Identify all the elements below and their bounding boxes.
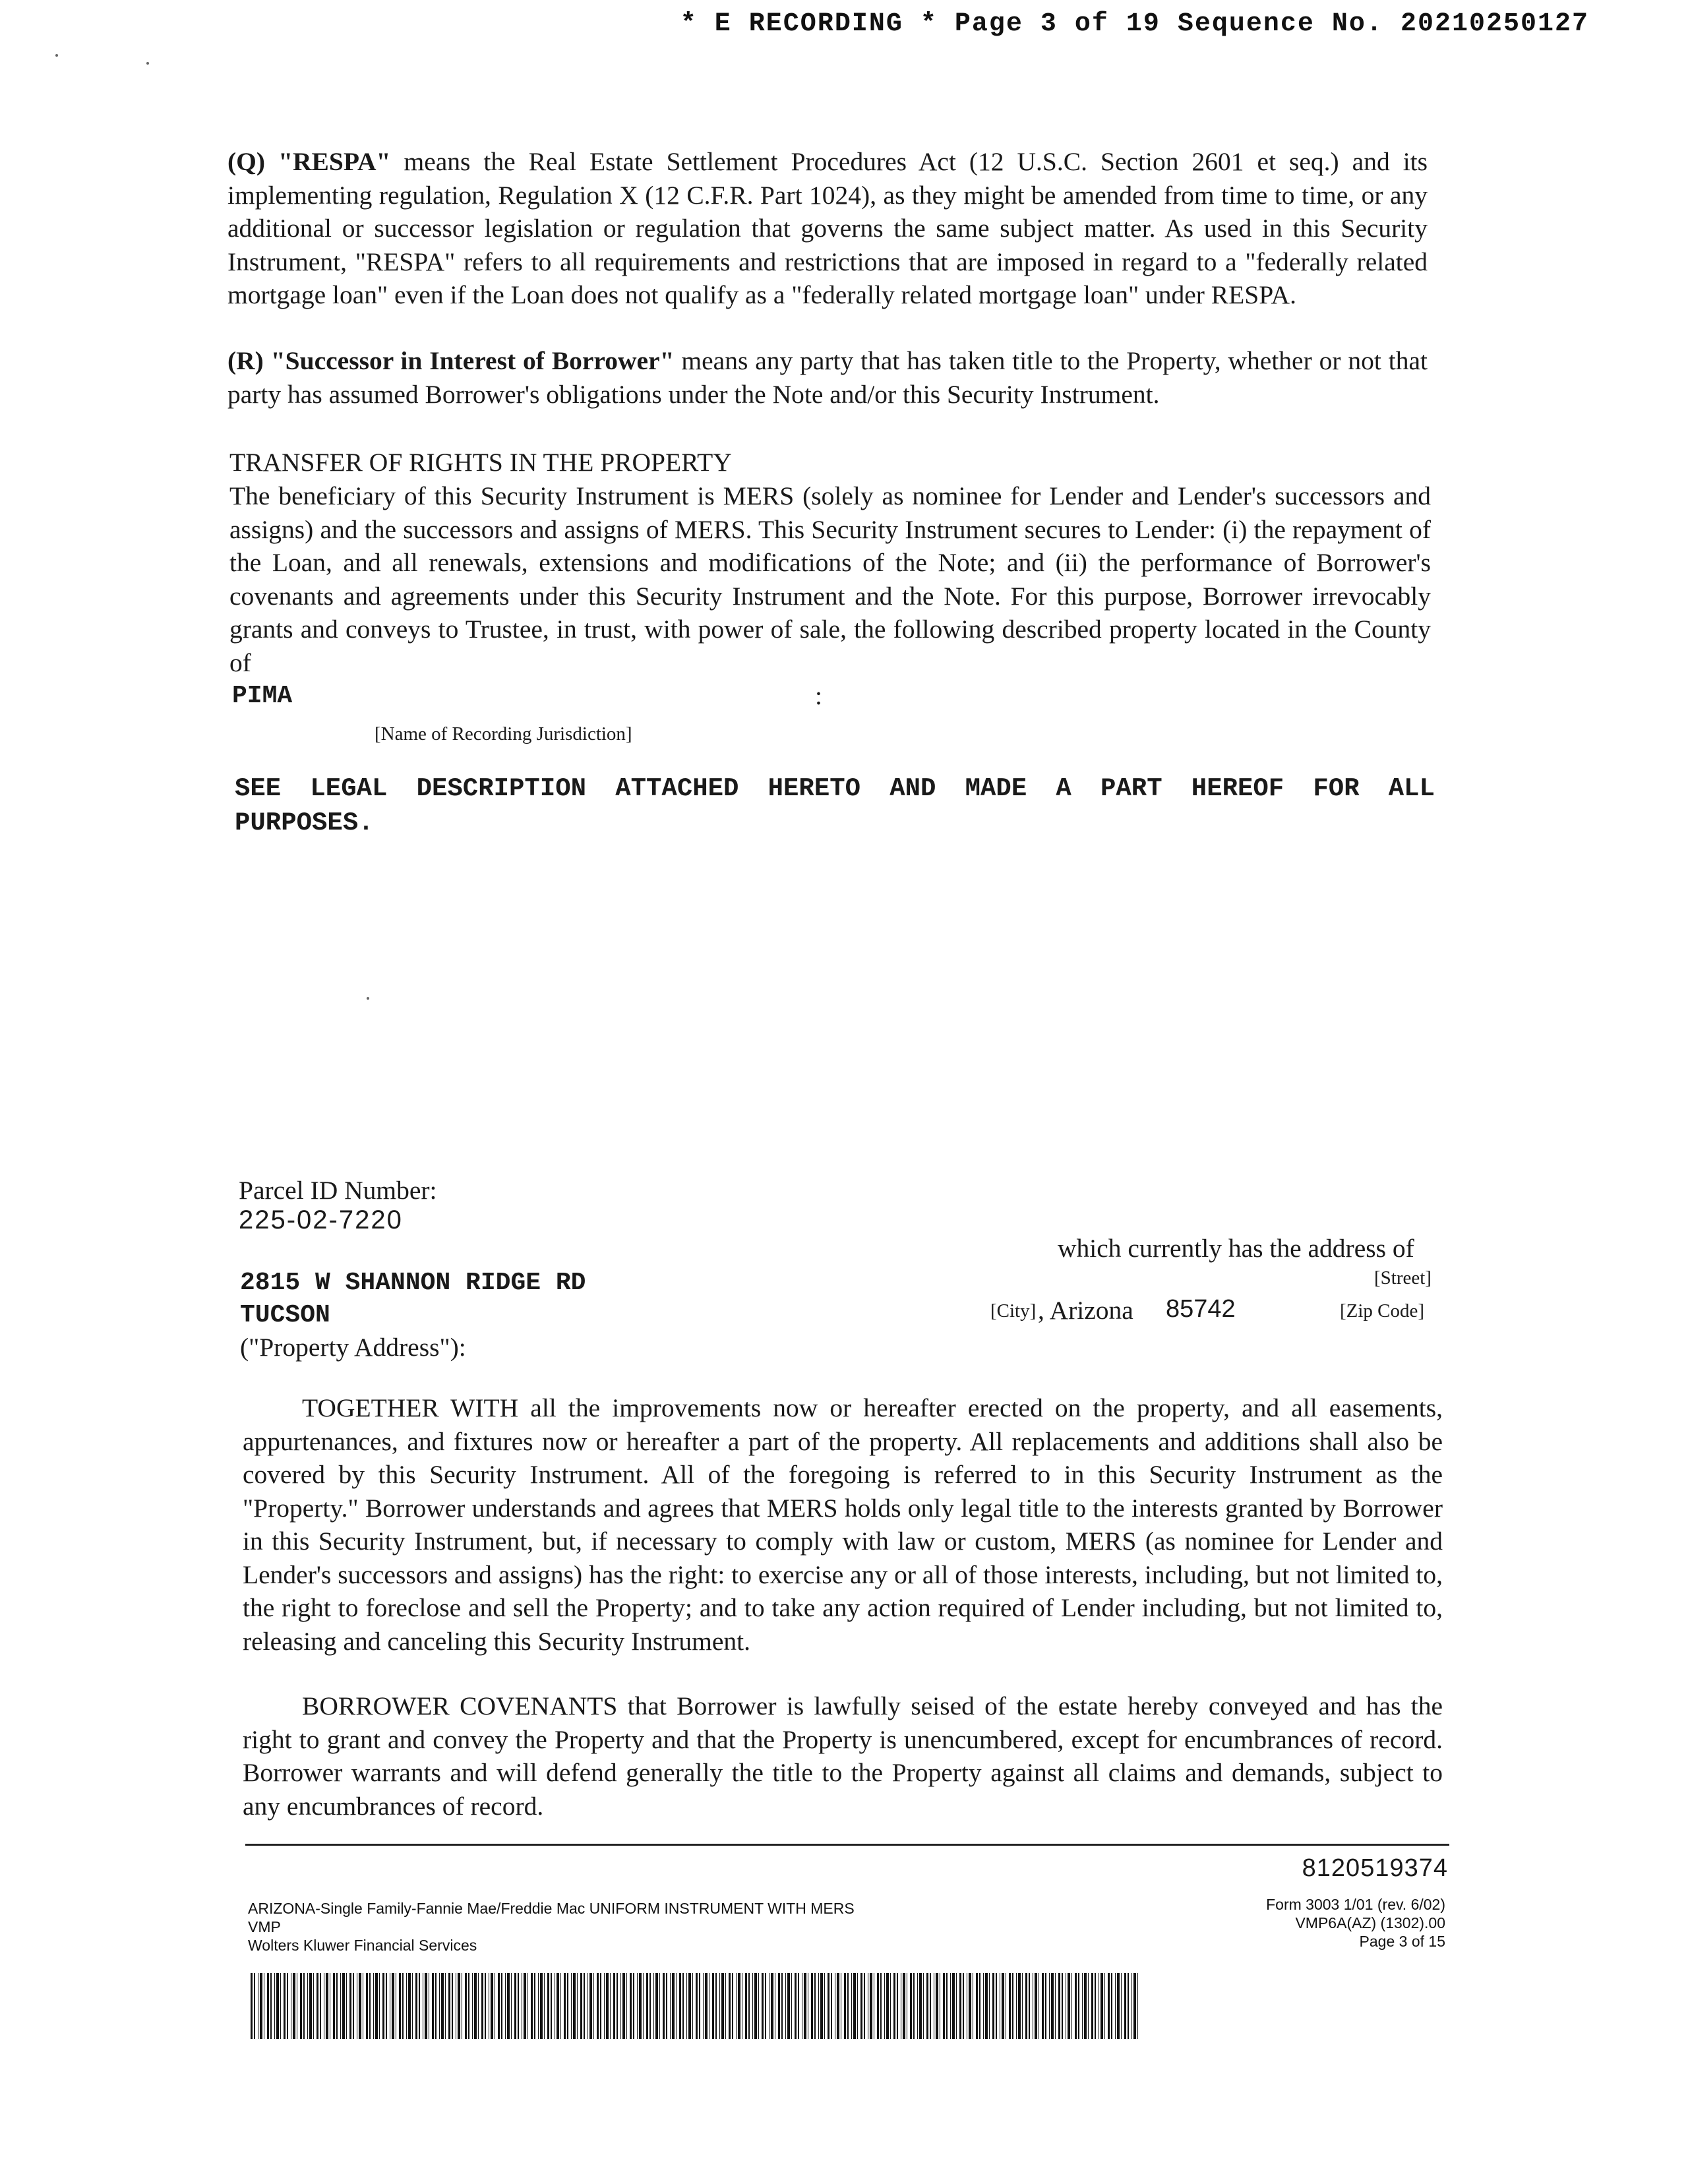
zip-label: [Zip Code] bbox=[1340, 1300, 1425, 1321]
form-info bbox=[1266, 1895, 1445, 1951]
company-name: Wolters Kluwer Financial Services bbox=[248, 1937, 477, 1954]
jurisdiction-label: [Name of Recording Jurisdiction] bbox=[375, 723, 632, 744]
state-name: , Arizona bbox=[1038, 1296, 1133, 1325]
transfer-text: The beneficiary of this Security Instrument is MERS (solely as nominee for Lender and Lender's successors and assigns) and the successors and assigns of MERS. This Security Instrument secures to Lender: (i) the repayment of the Loan, and all renewals, extensions and modifications of the Note; and (ii) the performance of Borrower's covenants and agreements under this Security Instrument and the Note. For this purpose, Borrower irrevocably grants and conveys to Trustee, in trust, with power of sale, the following described property located in the County of bbox=[229, 481, 1431, 677]
county-name: PIMA bbox=[232, 682, 293, 710]
section-r-body: means any party that has taken title to the Property, whether or not that party has assumed Borrower's obligations under the Note and/or this Security Instrument. bbox=[227, 346, 1428, 409]
transfer-heading: TRANSFER OF RIGHTS IN THE PROPERTY bbox=[229, 448, 732, 477]
city-label: [City] bbox=[990, 1300, 1037, 1321]
county-colon: : bbox=[815, 681, 822, 710]
form-description bbox=[248, 1899, 855, 1955]
section-r bbox=[227, 344, 1428, 411]
scan-speck bbox=[146, 62, 149, 65]
recording-header: * E RECORDING * Page 3 of 19 Sequence No. 20210250127 bbox=[680, 9, 1589, 39]
page-number: Page 3 of 15 bbox=[1359, 1933, 1445, 1950]
section-q-line1: means the Real Estate Settlement Procedures Act (12 U.S.C. Section 2601 et seq.) and its bbox=[404, 147, 1428, 176]
city-name: TUCSON bbox=[240, 1301, 330, 1329]
scan-speck bbox=[367, 997, 369, 1000]
section-r-term: "Successor in Interest of Borrower" bbox=[270, 346, 675, 375]
section-q-body: implementing regulation, Regulation X (12 C.F.R. Part 1024), as they might be amended from time to time, or any additional or successor legislation or regulation that governs the same subject matter. As used in this Security Instrument, "RESPA" refers to all requirements and restrictions that are imposed in regard to a "federally related mortgage loan" even if the Loan does not qualify as a "federally related mortgage loan" under RESPA. bbox=[227, 180, 1428, 309]
section-q bbox=[227, 145, 1428, 312]
loan-number: 8120519374 bbox=[1302, 1854, 1448, 1882]
street-address: 2815 W SHANNON RIDGE RD bbox=[240, 1269, 586, 1297]
section-q-first-line bbox=[227, 145, 1428, 179]
form-number: Form 3003 1/01 (rev. 6/02) bbox=[1266, 1896, 1445, 1913]
scan-speck bbox=[55, 54, 58, 57]
vmp-label: VMP bbox=[248, 1918, 281, 1935]
section-q-term: "RESPA" bbox=[278, 147, 391, 176]
legal-description: SEE LEGAL DESCRIPTION ATTACHED HERETO AND MADE A PART HEREOF FOR ALL PURPOSES. bbox=[235, 774, 1435, 837]
footer-divider bbox=[245, 1844, 1449, 1846]
section-r-label: (R) bbox=[227, 346, 264, 375]
barcode bbox=[251, 1973, 1141, 2039]
property-address-label: ("Property Address"): bbox=[240, 1333, 466, 1362]
parcel-label: Parcel ID Number: bbox=[239, 1176, 437, 1205]
borrower-covenants-paragraph: BORROWER COVENANTS that Borrower is lawfully seised of the estate hereby conveyed and has the right to grant and convey the Property and that the Property is unencumbered, except for encumbrances of record. Borrower warrants and will defend generally the title to the Property against all claims and demands, subject to any encumbrances of record. bbox=[243, 1691, 1443, 1821]
address-of: which currently has the address of bbox=[1058, 1234, 1414, 1263]
street-label: [Street] bbox=[1374, 1267, 1432, 1289]
section-q-label: (Q) bbox=[227, 147, 266, 176]
parcel-number: 225-02-7220 bbox=[239, 1205, 403, 1234]
together-with-paragraph: TOGETHER WITH all the improvements now or hereafter erected on the property, and all easements, appurtenances, and fixtures now or hereafter a part of the property. All replacements and additions shall also be covered by this Security Instrument. All of the foregoing is referred to in this Security Instrument as the "Property." Borrower understands and agrees that MERS holds only legal title to the interests granted by Borrower in this Security Instrument, but, if necessary to comply with law or custom, MERS (as nominee for Lender and Lender's successors and assigns) has the right: to exercise any or all of those interests, including, but not limited to, the right to foreclose and sell the Property; and to take any action required of Lender including, but not limited to, releasing and canceling this Security Instrument. bbox=[243, 1393, 1443, 1656]
form-code: VMP6A(AZ) (1302).00 bbox=[1295, 1914, 1445, 1931]
form-name: ARIZONA-Single Family-Fannie Mae/Freddie Mac UNIFORM INSTRUMENT WITH MERS bbox=[248, 1900, 855, 1917]
zip-code: 85742 bbox=[1166, 1295, 1236, 1323]
